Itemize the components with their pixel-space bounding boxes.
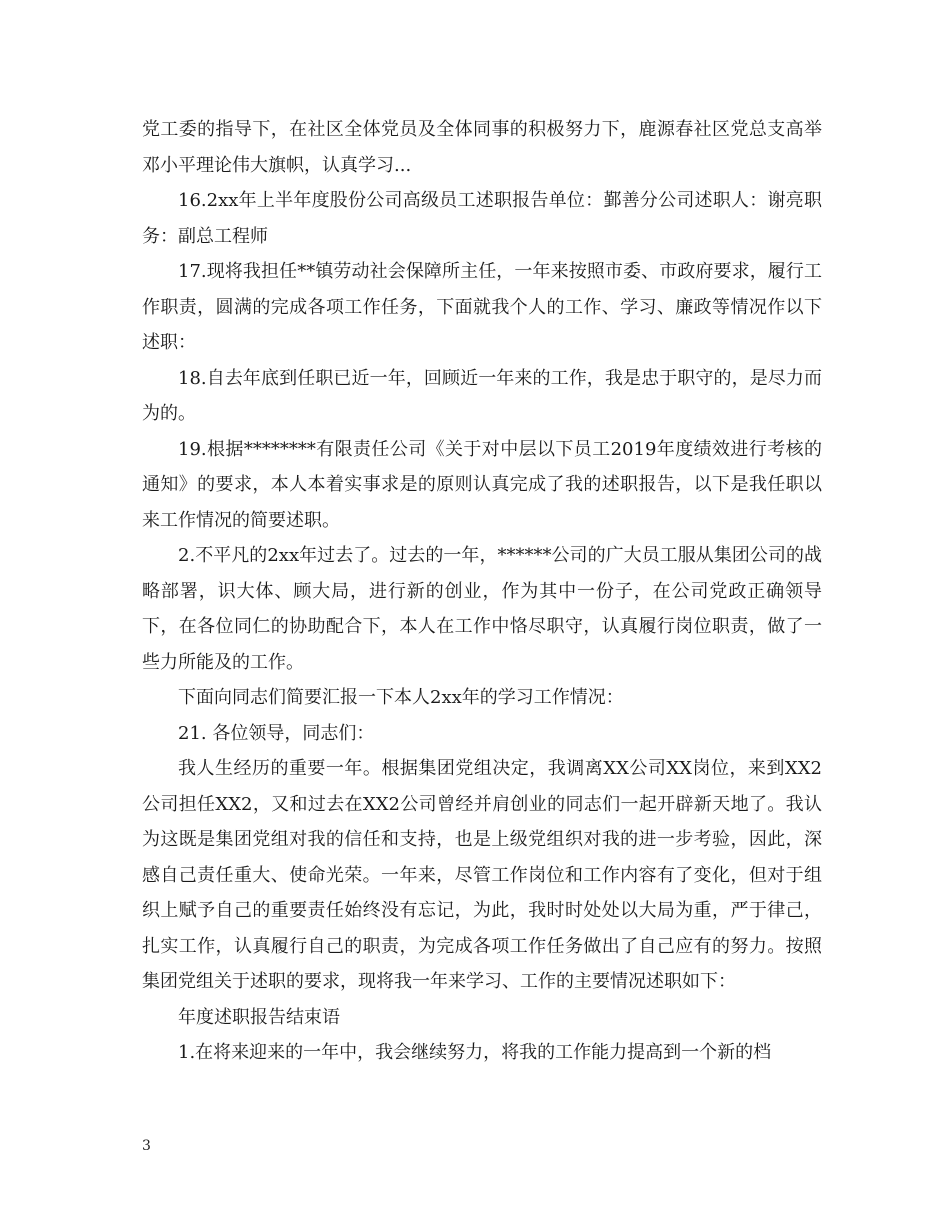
document-body [142,112,822,1071]
paragraph-1: 党工委的指导下，在社区全体党员及全体同事的积极努力下，鹿源春社区党总支高举邓小平理论伟大旗帜，认真学习... [142,119,822,176]
paragraph-4: 18.自去年底到任职已近一年，回顾近一年来的工作，我是忠于职守的，是尽力而为的。 [142,367,822,424]
paragraph-9: 我人生经历的重要一年。根据集团党组决定，我调离XX公司XX岗位，来到XX2公司担任XX2，又和过去在XX2公司曾经并肩创业的同志们一起开辟新天地了。我认为这既是集团党组对我的信任和支持，也是上级党组织对我的进一步考验，因此，深感自己责任重大、使命光荣。一年来，尽管工作岗位和工作内容有了变化，但对于组织上赋予自己的重要责任始终没有忘记，为此，我时时处处以大局为重，严于律己，扎实工作，认真履行自己的职责，为完成各项工作任务做出了自己应有的努力。按照集团党组关于述职的要求，现将我一年来学习、工作的主要情况述职如下： [142,758,822,992]
paragraph-6: 2.不平凡的2xx年过去了。过去的一年，******公司的广大员工服从集团公司的战略部署，识大体、顾大局，进行新的创业，作为其中一份子，在公司党政正确领导下，在各位同仁的协助配合下，本人在工作中恪尽职守，认真履行岗位职责，做了一些力所能及的工作。 [142,545,822,673]
paragraph-5: 19.根据********有限责任公司《关于对中层以下员工2019年度绩效进行考核的通知》的要求，本人本着实事求是的原则认真完成了我的述职报告，以下是我任职以来工作情况的简要述职。 [142,438,822,531]
paragraph-10: 年度述职报告结束语 [178,1006,340,1028]
paragraph-8: 21. 各位领导，同志们： [178,722,375,744]
paragraph-3: 17.现将我担任**镇劳动社会保障所主任，一年来按照市委、市政府要求，履行工作职责，圆满的完成各项工作任务，下面就我个人的工作、学习、廉政等情况作以下述职： [142,261,822,353]
paragraph-2: 16.2xx年上半年度股份公司高级员工述职报告单位：鄞善分公司述职人：谢亮职务：副总工程师 [142,190,822,247]
paragraph-7: 下面向同志们简要汇报一下本人2xx年的学习工作情况： [178,687,624,708]
page-number: 3 [142,1138,151,1154]
paragraph-11: 1.在将来迎来的一年中，我会继续努力，将我的工作能力提高到一个新的档 [178,1042,772,1063]
